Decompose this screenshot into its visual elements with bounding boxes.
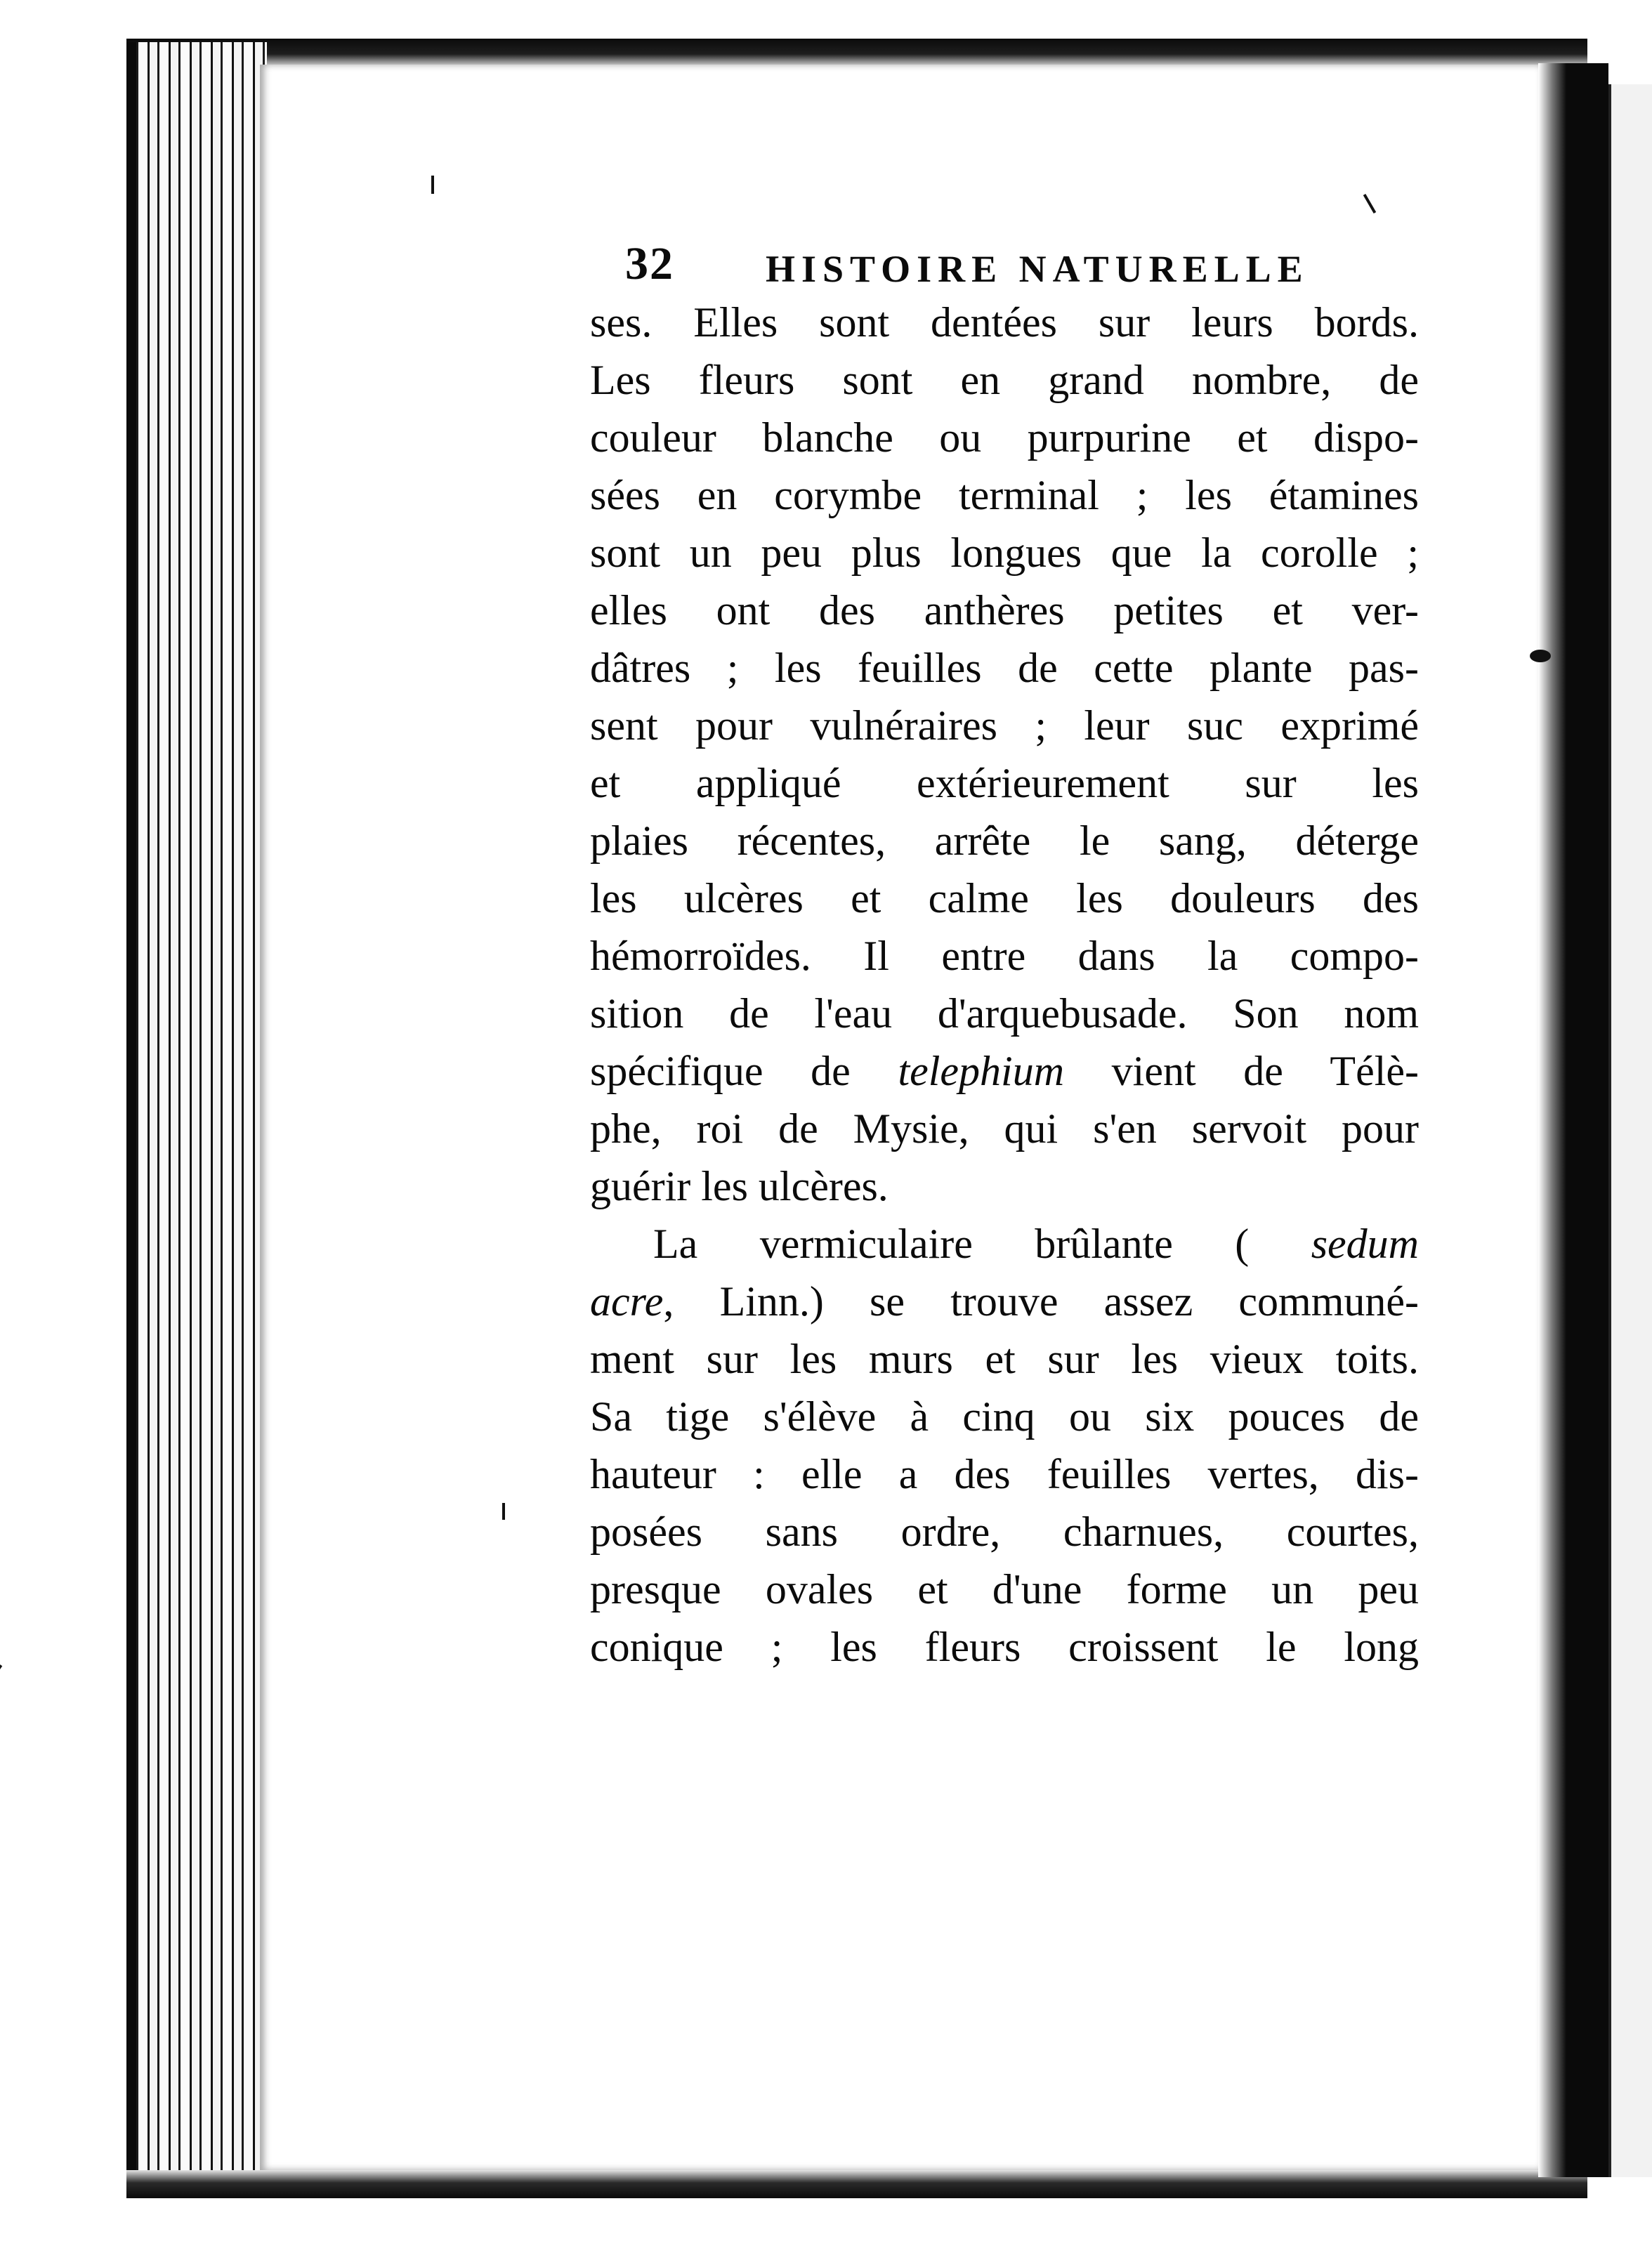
- scan-speck: [431, 176, 434, 194]
- facing-page-strip: [1608, 84, 1652, 2177]
- text-segment: vient de Télè-: [1111, 1048, 1419, 1094]
- text-line: sent pour vulnéraires ; leur suc exprimé: [590, 702, 1419, 749]
- text-line: Les fleurs sont en grand nombre, de: [590, 357, 1419, 403]
- text-line-mixed: [590, 1042, 1419, 1100]
- text-line: hauteur : elle a des feuilles vertes, dis-: [590, 1451, 1419, 1497]
- text-line: sées en corymbe terminal ; les étamines: [590, 472, 1419, 518]
- running-title: HISTOIRE NATURELLE: [766, 248, 1309, 290]
- text-line: les ulcères et calme les douleurs des: [590, 875, 1419, 921]
- page-stack-edges: [126, 42, 267, 2184]
- page-gutter-shadow: [1538, 63, 1608, 2177]
- text-line: sont un peu plus longues que la corolle ;: [590, 530, 1419, 576]
- text-line: presque ovales et d'une forme un peu: [590, 1566, 1419, 1612]
- text-line: elles ont des anthères petites et ver-: [590, 587, 1419, 633]
- scan-speck: [502, 1503, 505, 1520]
- text-line: couleur blanche ou purpurine et dispo-: [590, 414, 1419, 461]
- italic-term: sedum: [1311, 1221, 1419, 1267]
- text-segment: La vermiculaire brûlante (: [653, 1221, 1250, 1267]
- book-bottom-edge: [126, 2170, 1587, 2198]
- text-line-mixed: [590, 1273, 1419, 1330]
- text-line: sition de l'eau d'arquebusade. Son nom: [590, 990, 1419, 1037]
- text-line: et appliqué extérieurement sur les: [590, 760, 1419, 806]
- text-line: ses. Elles sont dentées sur leurs bords.: [590, 299, 1419, 346]
- running-head: [590, 232, 1419, 295]
- body-text: [590, 294, 1419, 1676]
- text-line: posées sans ordre, charnues, courtes,: [590, 1509, 1419, 1555]
- text-line: Sa tige s'élève à cinq ou six pouces de: [590, 1393, 1419, 1440]
- book-top-edge: [126, 39, 1587, 67]
- text-line: conique ; les fleurs croissent le long: [590, 1624, 1419, 1670]
- text-line: ment sur les murs et sur les vieux toits.: [590, 1336, 1419, 1382]
- book-spine-edge: [126, 42, 136, 2184]
- text-segment: spécifique de: [590, 1048, 851, 1094]
- page-number: 32: [625, 238, 674, 289]
- text-line: dâtres ; les feuilles de cette plante pas-: [590, 645, 1419, 691]
- text-line: plaies récentes, arrête le sang, déterge: [590, 817, 1419, 864]
- text-line: phe, roi de Mysie, qui s'en servoit pour: [590, 1105, 1419, 1152]
- page-text-block: [590, 232, 1419, 1676]
- page-tab-mark: [1530, 650, 1551, 662]
- text-line: guérir les ulcères.: [590, 1163, 889, 1209]
- italic-term: telephium: [898, 1048, 1065, 1094]
- text-segment: , Linn.) se trouve assez communé-: [663, 1278, 1419, 1325]
- italic-term: acre: [590, 1278, 664, 1325]
- text-line-mixed: [590, 1215, 1419, 1273]
- text-line: hémorroïdes. Il entre dans la compo-: [590, 933, 1419, 979]
